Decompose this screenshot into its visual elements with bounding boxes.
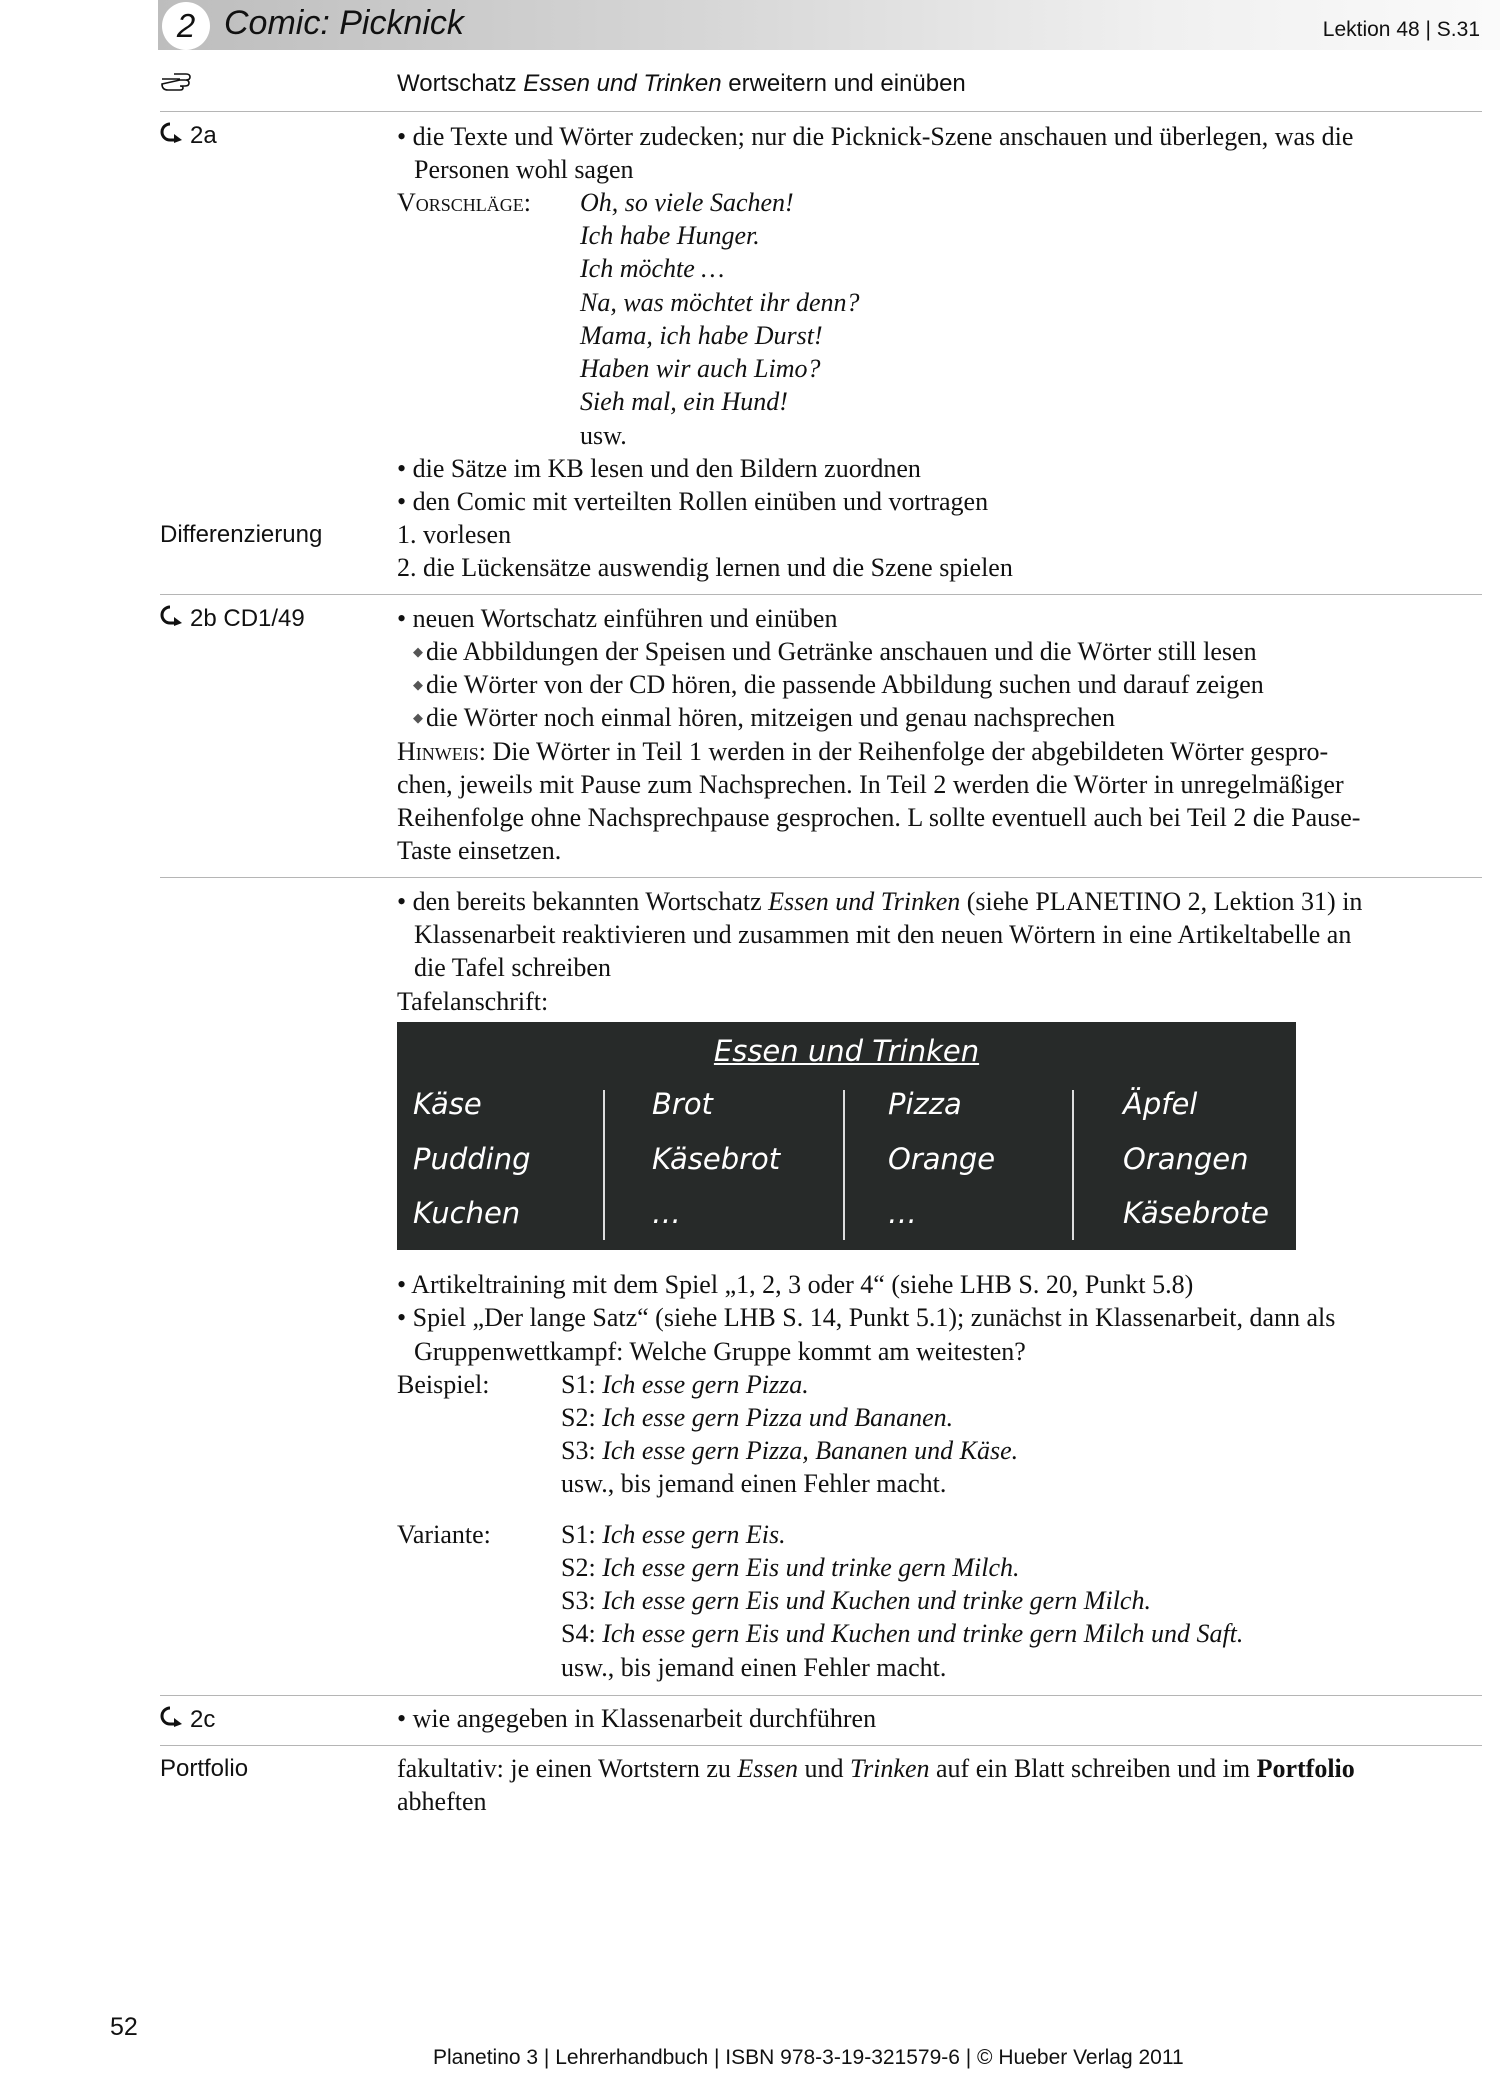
note-text: Hinweis: Die Wörter in Teil 1 werden in der Reihenfolge der abgebildeten Wörter gespro- — [397, 737, 1329, 766]
section-divider — [160, 594, 1482, 595]
note-text: Taste einsetzen. — [397, 836, 562, 865]
bullet-text: • die Texte und Wörter zudecken; nur die Picknick-Szene anschauen und überlegen, was die — [397, 122, 1354, 151]
chalkboard-word: … — [652, 1196, 681, 1230]
board-caption: Tafelanschrift: — [397, 987, 549, 1016]
portfolio-text-cont: abheften — [397, 1787, 487, 1816]
chalkboard — [397, 1022, 1296, 1250]
section-divider — [160, 1695, 1482, 1696]
chalkboard-word: Käsebrot — [652, 1142, 781, 1176]
proposal-line: Ich möchte … — [580, 254, 725, 283]
bullet-text-cont: Gruppenwettkampf: Welche Gruppe kommt am weitesten? — [414, 1337, 1026, 1366]
page-number: 52 — [110, 2013, 138, 2041]
section-divider — [160, 877, 1482, 878]
bullet-text: • die Sätze im KB lesen und den Bildern zuordnen — [397, 454, 921, 483]
chalkboard-word: Kuchen — [413, 1196, 521, 1230]
variant-line: S2: Ich esse gern Eis und trinke gern Milch. — [561, 1553, 1020, 1582]
chalkboard-column-divider — [603, 1090, 605, 1240]
proposal-line: Oh, so viele Sachen! — [580, 188, 794, 217]
variant-label: Variante: — [397, 1520, 491, 1549]
section-label-2a: 2a — [160, 121, 217, 150]
proposal-line: Ich habe Hunger. — [580, 221, 760, 250]
proposals-label: Vorschläge: — [397, 188, 532, 217]
bullet-text-cont: Klassenarbeit reaktivieren und zusammen mit den neuen Wörtern in eine Artikeltabelle an — [414, 920, 1352, 949]
bullet-text: • neuen Wortschatz einführen und einüben — [397, 604, 838, 633]
lesson-reference: Lektion 48 | S.31 — [1322, 18, 1480, 41]
intro-text: Wortschatz Essen und Trinken erweitern und einüben — [397, 70, 966, 97]
portfolio-label: Portfolio — [160, 1755, 249, 1782]
curved-arrow-icon — [160, 1705, 190, 1734]
variant-line: S3: Ich esse gern Eis und Kuchen und trinke gern Milch. — [561, 1586, 1151, 1615]
variant-line: S4: Ich esse gern Eis und Kuchen und trinke gern Milch und Saft. — [561, 1619, 1244, 1648]
chalkboard-title: Essen und Trinken — [713, 1034, 980, 1068]
variant-line: S1: Ich esse gern Eis. — [561, 1520, 786, 1549]
bullet-text: • Spiel „Der lange Satz“ (siehe LHB S. 14, Punkt 5.1); zunächst in Klassenarbeit, dann als — [397, 1303, 1336, 1332]
proposal-line: Mama, ich habe Durst! — [580, 321, 823, 350]
proposal-line: Haben wir auch Limo? — [580, 354, 821, 383]
chalkboard-column-divider — [843, 1090, 845, 1240]
chalkboard-word: Pizza — [888, 1087, 962, 1121]
example-line: usw., bis jemand einen Fehler macht. — [561, 1469, 947, 1498]
diamond-bullet-icon: ◆ — [413, 710, 423, 725]
chalkboard-word: Brot — [652, 1087, 713, 1121]
portfolio-text: fakultativ: je einen Wortstern zu Essen und Trinken auf ein Blatt schreiben und im Portfolio — [397, 1754, 1355, 1783]
chalkboard-word: Äpfel — [1123, 1087, 1198, 1121]
bullet-text-cont: Personen wohl sagen — [414, 155, 634, 184]
proposal-line: Sieh mal, ein Hund! — [580, 387, 788, 416]
example-line: S1: Ich esse gern Pizza. — [561, 1370, 809, 1399]
chapter-title: Comic: Picknick — [224, 4, 464, 42]
proposal-line: usw. — [580, 421, 627, 450]
example-line: S2: Ich esse gern Pizza und Bananen. — [561, 1403, 954, 1432]
chalkboard-word: Käse — [413, 1087, 482, 1121]
chalkboard-word: … — [888, 1196, 917, 1230]
bullet-text: • wie angegeben in Klassenarbeit durchführen — [397, 1704, 877, 1733]
bullet-text-cont: die Tafel schreiben — [414, 953, 611, 982]
chalkboard-word: Orangen — [1123, 1142, 1249, 1176]
chalkboard-word: Orange — [888, 1142, 996, 1176]
curved-arrow-icon — [160, 121, 190, 150]
bullet-text: • den bereits bekannten Wortschatz Essen und Trinken (siehe PLANETINO 2, Lektion 31) in — [397, 887, 1363, 916]
diamond-bullet-icon: ◆ — [413, 677, 423, 692]
chalkboard-word: Käsebrote — [1123, 1196, 1269, 1230]
variant-line: usw., bis jemand einen Fehler macht. — [561, 1653, 947, 1682]
chalkboard-column-divider — [1072, 1090, 1074, 1240]
chapter-number-badge: 2 — [162, 2, 210, 50]
curved-arrow-icon — [160, 604, 190, 633]
sub-bullet: ◆ die Wörter von der CD hören, die passende Abbildung suchen und darauf zeigen — [413, 670, 1264, 699]
example-line: S3: Ich esse gern Pizza, Bananen und Käse. — [561, 1436, 1019, 1465]
section-label-2b: 2b CD1/49 — [160, 604, 305, 633]
note-text: Reihenfolge ohne Nachsprechpause gesprochen. L sollte eventuell auch bei Teil 2 die Pause- — [397, 803, 1361, 832]
sub-bullet: ◆ die Wörter noch einmal hören, mitzeigen und genau nachsprechen — [413, 703, 1115, 732]
footer-text: Planetino 3 | Lehrerhandbuch | ISBN 978-3-19-321579-6 | © Hueber Verlag 2011 — [433, 2046, 1184, 2069]
differentiation-label: Differenzierung — [160, 521, 323, 548]
note-text: chen, jeweils mit Pause zum Nachsprechen. In Teil 2 werden die Wörter in unregelmäßiger — [397, 770, 1344, 799]
diamond-bullet-icon: ◆ — [413, 644, 423, 659]
section-divider — [160, 111, 1482, 112]
sub-bullet: ◆ die Abbildungen der Speisen und Getränke anschauen und die Wörter still lesen — [413, 637, 1257, 666]
bullet-text: • Artikeltraining mit dem Spiel „1, 2, 3 oder 4“ (siehe LHB S. 20, Punkt 5.8) — [397, 1270, 1194, 1299]
pointing-hand-icon — [160, 70, 194, 98]
section-divider — [160, 1745, 1482, 1746]
list-item: 2. die Lückensätze auswendig lernen und die Szene spielen — [397, 553, 1013, 582]
proposal-line: Na, was möchtet ihr denn? — [580, 288, 860, 317]
bullet-text: • den Comic mit verteilten Rollen einüben und vortragen — [397, 487, 989, 516]
chalkboard-word: Pudding — [413, 1142, 531, 1176]
example-label: Beispiel: — [397, 1370, 490, 1399]
section-label-2c: 2c — [160, 1705, 215, 1734]
list-item: 1. vorlesen — [397, 520, 512, 549]
